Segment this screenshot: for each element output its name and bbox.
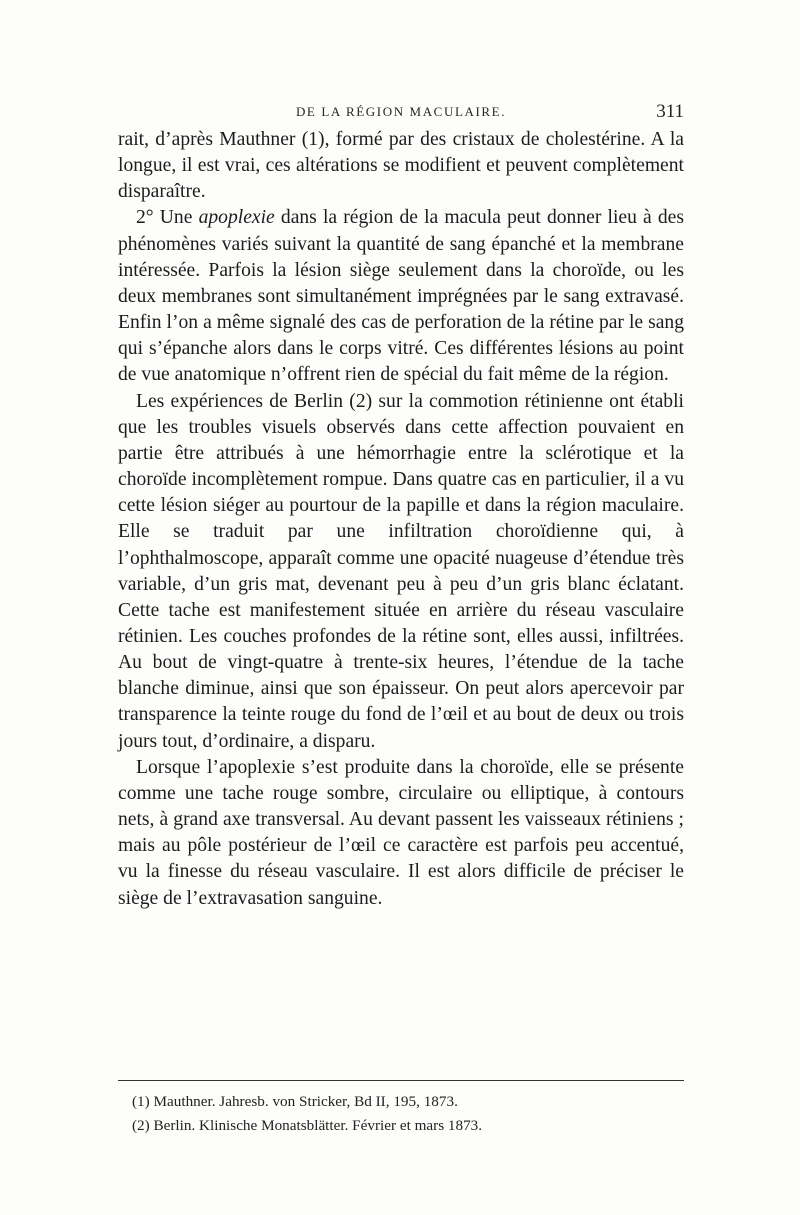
footnote-1: (1) Mauthner. Jahresb. von Stricker, Bd II, 195, 1873. [132,1093,458,1110]
footnotes [132,1090,684,1138]
page-number: 311 [656,101,684,122]
paragraph-berlin [118,389,684,755]
emphasized-term: apoplexie [198,207,275,229]
paragraph-choroide [118,755,684,912]
paragraph-apoplexie [118,205,684,388]
body-text [118,127,684,912]
footnote-divider [118,1080,684,1081]
paragraph-text: rait, d’après Mauthner (1), formé par des cristaux de cholestérine. A la longue, il est vrai, ces altérations se modifient et peuvent complètement disparaître. [118,129,684,203]
paragraph-continuation [118,127,684,205]
paragraph-text: dans la région de la macula peut donner lieu à des phénomènes variés suivant la quantité de sang épanché et la membrane intéressée. Parfois la lésion siège seulement dans la choroïde, ou les deux membranes sont simultanément imprégnées par le sang extravasé. Enfin l’on a même signalé des cas de perforation de la rétine par le sang qui s’épanche alors dans le corps vitré. Ces différentes lésions au point de vue anatomique n’offrent rien de spécial du fait même de la région. [118,207,684,386]
paragraph-text: Les expériences de Berlin (2) sur la commotion rétinienne ont établi que les troubles visuels observés dans cette affection pouvaient en partie être attribués à une hémorrhagie entre la sclérotique et la choroïde incomplètement rompue. Dans quatre cas en particulier, il a vu cette lésion siéger au pourtour de la papille et dans la région maculaire. Elle se traduit par une infiltration choroïdienne qui, à l’ophthalmoscope, apparaît comme une opacité nuageuse d’étendue très variable, d’un gris mat, devenant peu à peu d’un gris blanc éclatant. Cette tache est manifestement située en arrière du réseau vasculaire rétinien. Les couches profondes de la rétine sont, elles aussi, infiltrées. Au bout de vingt-quatre à trente-six heures, l’étendue de la tache blanche diminue, ainsi que son épaisseur. On peut alors apercevoir par transparence la teinte rouge du fond de l’œil et au bout de deux ou trois jours tout, d’ordinaire, a disparu. [118,390,684,752]
running-header [118,100,684,124]
paragraph-lead: 2° Une [136,207,199,229]
footnote-2: (2) Berlin. Klinische Monatsblätter. Février et mars 1873. [132,1117,483,1134]
paragraph-text: Lorsque l’apoplexie s’est produite dans la choroïde, elle se présente comme une tache rouge sombre, circulaire ou elliptique, à contours nets, à grand axe transversal. Au devant passent les vaisseaux rétiniens ; mais au pôle postérieur de l’œil ce caractère est parfois peu accentué, vu la finesse du réseau vasculaire. Il est alors difficile de préciser le siège de l’extravasation sanguine. [118,756,684,909]
running-title: DE LA RÉGION MACULAIRE. [295,104,507,119]
